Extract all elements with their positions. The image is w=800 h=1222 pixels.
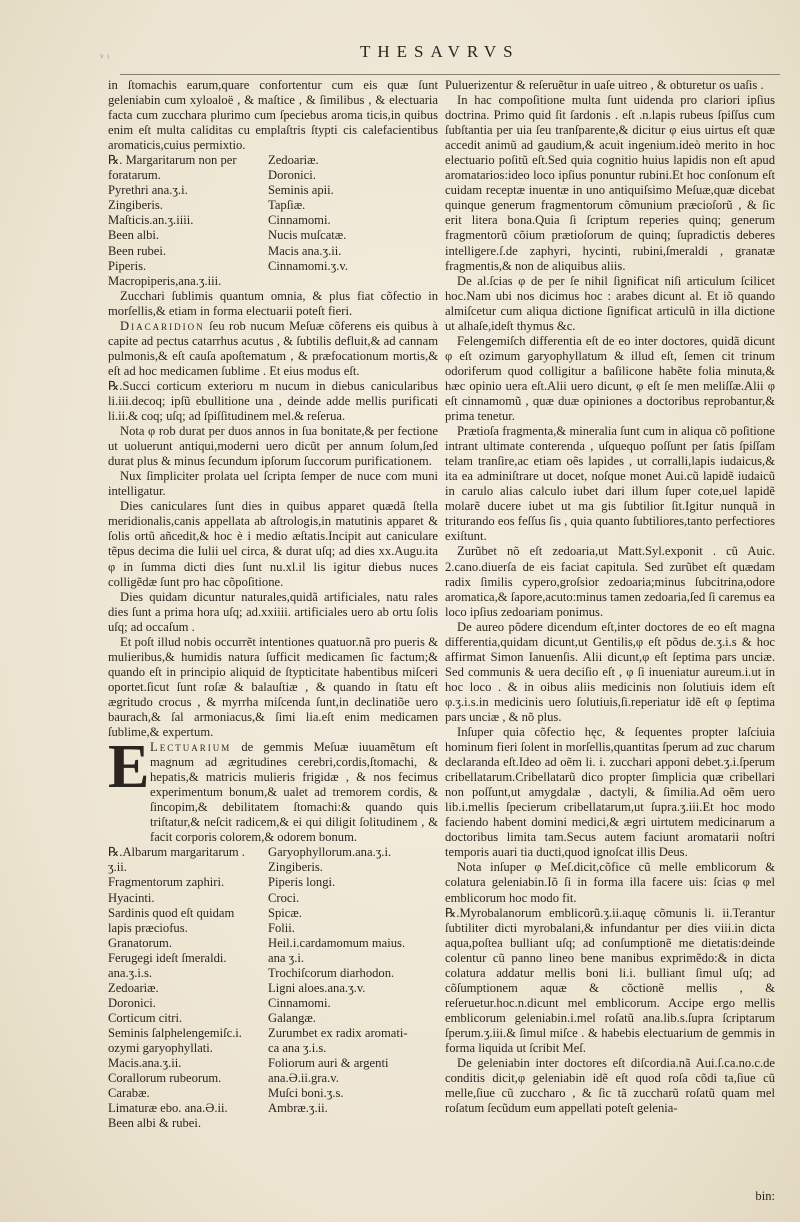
recipe-item: Been rubei. <box>108 243 167 258</box>
paragraph: De aureo põdere dicendum eſt,inter doctores de eo eſt magna differentia,quidam dicunt,ut Gentilis,φ eſt põdus de.ʒ.i.s & hoc affirmat Simon Ianuenſis. Alii dicunt,φ eſt ſeptima pars unciæ. Sed communis & uera deciſio eſt , φ ſi inueniatur aureum.i.ut in hoc loco . & in oibus aliis medicinis non ſolutiuis idem eſt φ.ʒ.i.s.in medicinis uero ſolutiuis,ſi.reperiatur idẽ eſt φ ſeptima pars unciæ , & nõ plus. <box>445 619 775 724</box>
recipe-item: Galangæ. <box>268 1010 316 1025</box>
paragraph-text: ſeu rob nucum Meſuæ cõferens eis quibus à capite ad pectus catarrhus acutus , & ſubtilis defluit,& ad cannam pulmonis,& eſt cauſa apoſtematum , & præfocationum mortis,& eſt ad hoc medicamen ſublime . Et eius modus eſt. <box>108 318 438 378</box>
catchword: bin: <box>755 1189 775 1203</box>
recipe-item: Macis.ana.ʒ.ii. <box>108 1056 182 1071</box>
recipe-item: Seminis apii. <box>268 183 334 198</box>
recipe-item: ʒ.ii. <box>108 860 127 875</box>
folio-mark: ᵛ ᶦ <box>100 50 110 65</box>
drop-capital: E <box>108 733 150 802</box>
recipe-item: Zingiberis. <box>108 198 163 213</box>
recipe-item: Trochiſcorum diarhodon. <box>268 965 395 980</box>
recipe-item: Corallorum rubeorum. <box>108 1071 222 1086</box>
recipe-item: Zurumbet ex radix aromati- <box>268 1025 408 1040</box>
recipe-item: Piperis. <box>108 258 147 273</box>
paragraph: Dies caniculares ſunt dies in quibus apparet quædã ſtella meridionalis,canis appellata ab aſtrologis,in matutinis apparet & ſolis ortũ añcedit,& hoc è i medio æſtatis.Incipit aut caniculare tẽpus decima die Iulii uel circa, & durat uſq; ad dies xx.Augu.ita φ in ſumma dicti dies ſunt nu.xl.il lis igitur diebus nuces colligẽdæ ſunt pro hac cõpoſitione. <box>108 499 438 589</box>
paragraph: ℞.Myrobalanorum emblicorũ.ʒ.ii.aquę cõmunis li. ii.Terantur ſubtiliter dicti myrobalani,& infundantur per dies viii.in dicta aqua,poſtea bulliant uſq; ad conſumptionẽ me dietatis:deinde colentur cũ panno lineo bene manibus exprimẽdo:& in dicta colatura addatur mellis boni li.i. bulliant ſimul uſq; ad cõſumptionem aquæ & cõctionẽ mellis , & reſeruetur.hoc.n.dicunt mel emblicorum. Accipe ergo mellis emblicorum geleniabin.i.mel roſatũ ana.lib.s.ſupra ſcriptarum ſperum.ʒ.iii.& ſimul miſce . & habebis electuarium de gemmis in forma liquida ut ſcribit Meſ. <box>445 905 775 1055</box>
paragraph: Zurũbet nõ eſt zedoaria,ut Matt.Syl.exponit . cũ Auic. 2.cano.diuerſa de eis faciat capitula. Sed zurũbet eſt quædam radix ſimilis cypero,groſsior zedoaria;minus ſubcitrina,odore aromatica,& ſapore,acuto:minus tamen zedoaria,ſed ſi caremus ea loco ipſius zedoariam ponimus. <box>445 544 775 619</box>
paragraph: Nux ſimpliciter prolata uel ſcripta ſemper de nuce com muni intelligatur. <box>108 469 438 499</box>
recipe-item: Piperis longi. <box>268 875 336 890</box>
recipe-item: Been albi. <box>108 228 160 243</box>
recipe-item: Zedoariæ. <box>268 153 319 168</box>
recipe-item: Macropiperis,ana.ʒ.iii. <box>108 273 222 288</box>
recipe-item: Ligni aloes.ana.ʒ.v. <box>268 980 366 995</box>
recipe-item: ozymi garyophyllati. <box>108 1041 213 1055</box>
recipe-item: Maſticis.an.ʒ.iiii. <box>108 213 194 228</box>
paragraph: In hac compoſitione multa ſunt uidenda pro clariori ipſius doctrina. Primo quid ſit ſardonis . eſt .n.lapis rubeus ſpiſſus cum ſubſtantia per uia ſeu tranſparente,& dicitur φ eius uirtus eſt quæ accedit animũ ad gaudium,& acuit ingenium.ideò merito in hoc electuario poſitũ eſt.Sed quia cognitio huius lapidis non eſt apud aromatarios:ideo loco ipſius ponuntur rubini.Et hoc conſonum eſt cuidam receptæ inuentæ in uno antiquiſsimo Meſuæ,quæ dicebat quinque generum fragmentorum cõmunium præcioſorũ , & ſic erit litera bona.Quia ſi ſcriptum reperies quinq; generum fragmentorũ cõium prætioſorum de quinq; ſupradictis deberes intelligere.ſ.de zaphyri, hycinti, rubini,ſmeraldi , granatæ fragmentis,& non de aliquibus aliis. <box>445 93 775 273</box>
recipe-item: Doronici. <box>268 168 316 183</box>
recipe-item: Nucis muſcatæ. <box>268 228 347 243</box>
recipe-item: ana.ʒ.i.s. <box>108 965 153 980</box>
running-head: THESAVRVS <box>360 42 520 61</box>
recipe-item: Pyrethri ana.ʒ.i. <box>108 183 188 198</box>
paragraph: ℞.Succi corticum exterioru m nucum in diebus canicularibus li.iii.decoq; ipſũ ebullitione una , deinde adde mellis purificati li.ii.& coq; uſq; ad ſpiſſitudinem mel.& reſerua. <box>108 378 438 424</box>
recipe-item: Sardinis quod eſt quidam <box>108 905 235 920</box>
recipe-item: Cinnamomi. <box>268 213 331 228</box>
right-column <box>445 78 775 1116</box>
recipe-item: Ambræ.ʒ.ii. <box>268 1101 328 1116</box>
recipe-list <box>108 153 438 273</box>
recipe-item: ℞. Margaritarum non per <box>108 153 237 168</box>
recipe-item: ca ana ʒ.i.s. <box>268 1041 327 1055</box>
paragraph: De al.ſcias φ de per ſe nihil ſignificat niſi articulum ſcilicet hoc.Nam ubi nos dicimus hoc : arabes dicunt al. Et iõ quando almiſcetur cum aliqua dictione ſignificat articulũ in illa dictione ut alhaſe,ideſt thymus &c. <box>445 273 775 333</box>
recipe-item <box>268 1116 438 1131</box>
recipe-item: Been albi & rubei. <box>108 1116 202 1131</box>
recipe-item: Macis ana.ʒ.ii. <box>268 243 342 258</box>
recipe-item: foratarum. <box>108 168 161 183</box>
paragraph: De geleniabin inter doctores eſt diſcordia.nã Aui.ſ.ca.no.c.de conditis dicit,φ geleniabin idẽ eſt quod roſa cõdi ta,ſiue cũ melle,ſiue cũ zuccharo , & ſic tã zuccharũ roſatũ quam mel roſatum ſecũdum eum appellati poteſt gelenia- <box>445 1056 775 1116</box>
paragraph: Zucchari ſublimis quantum omnia, & plus fiat cõfectio in morſellis,& etiam in forma electuarii poteſt fieri. <box>108 288 438 318</box>
smallcaps-heading: Diacaridion <box>120 318 205 333</box>
paragraph: Puluerizentur & reſeruẽtur in uaſe uitreo , & obturetur os uaſis . <box>445 78 764 92</box>
paragraph: Et poſt illud nobis occurrẽt intentiones quatuor.nã pro pueris & mulieribus,& humidis natura ſufficit medicamen ſic factum;& quando eſt in principio aliquid de ſtypticitate habentibus miſceri oportet.ſicut ſunt roſæ & balauſtiæ , & quando in ſtatu eſt ægritudo crocus , & myrrha miſcenda ſunt,in declinatiõe uero baurach,& ſal armoniacus,& ſimi lia.eſt enim medicamen ſublime,& expertum. <box>108 634 438 740</box>
recipe-item: Muſci boni.ʒ.s. <box>268 1086 344 1101</box>
recipe-item: Tapſiæ. <box>268 198 306 213</box>
recipe-item: Folii. <box>268 920 295 935</box>
recipe-item: Fragmentorum zaphiri. <box>108 875 225 890</box>
recipe-item: Doronici. <box>108 995 156 1010</box>
recipe-item: Carabæ. <box>108 1086 150 1101</box>
paragraph: Felengemiſch differentia eſt de eo inter doctores, quidã dicunt φ eſt ozimum garyophyllatum & illud eſt, ſemen cit trinum odoriferum quod colligitur a baſilicone habẽte folia minuta,& hæc opinio uera eſt.Alii uero dicunt, φ eſt ſe men meliſſæ.Alii φ eſt cinnamomũ , quæ duæ opiniones a doctoribus reprobantur,& prima tenetur. <box>445 333 775 424</box>
left-column <box>108 78 438 1131</box>
recipe-item: Zingiberis. <box>268 860 323 875</box>
paragraph <box>108 319 438 379</box>
paragraph: Inſuper quia cõfectio hęc, & ſequentes propter laſciuia hominum fieri ſolent in morſellis,quantitas ſperum ad zuc charum declaranda eſt.Ideo ad oẽm li. i. zucchari apponi debet.ʒ.i.ſperum cribellatarum.Cribellatarũ dico propter ſimplicia quæ cribellari non poſſunt,ut amygdalæ , dactyli, & ſimilia.Ad oẽm uero lib.i.mellis ſpecierum cribellatarum,ut ſupra.ʒ.iii.Et hoc modo faciendo habent domini medici,& ægri uirtutem medicinarum a doctoribus limita tam.Secus autem faciunt aromatarii noſtri temporis auari tia ducti,quod ignoſcat illis Deus. <box>445 725 775 860</box>
recipe-item: lapis præciofus. <box>108 920 188 935</box>
recipe-item: Garyophyllorum.ana.ʒ.i. <box>268 845 392 860</box>
recipe-list <box>108 845 438 1131</box>
recipe-item: Spicæ. <box>268 905 302 920</box>
recipe-item: Cinnamomi. <box>268 995 331 1010</box>
smallcaps-heading: Lectuarium <box>150 740 232 755</box>
recipe-item: Croci. <box>268 890 300 905</box>
recipe-item: ℞.Albarum margaritarum . <box>108 845 245 860</box>
paragraph: Nota inſuper φ Meſ.dicit,cõfice cũ melle emblicorum & colatura geleniabin.Iõ ſi in forma illa facere uis: ſcias φ mel emblicorum hoc modo fit. <box>445 860 775 905</box>
paragraph: in ſtomachis earum,quare confortentur cum eis quæ ſunt geleniabin cum xyloaloë , & maſtice , & ſimilibus , & electuaria facta cum zucchara plurimo cum ſpeciebus aroma ticis,in quibus enim eſt multa caliditas cu emplaſtris ſtypti cis calefacientibus aromaticis,cuius permixtio. <box>108 78 438 153</box>
recipe-item: ana.Ə.ii.gra.v. <box>268 1071 339 1086</box>
paragraph-text: de gemmis Meſuæ iuuamẽtum eſt magnum ad ægritudines cerebri,cordis,ſtomachi, & hepatis,& matricis mulieris frigidæ , & nos fecimus experimentum bonum,& ualet ad tremorem cordis, & ſincopim,& debilitatem ſtomachi:& quando quis triſtatur,& neſcit radicem,& ei qui diligit ſolitudinem , & facit corporis colorem,& odorem bonum. <box>150 740 438 845</box>
dropcap-paragraph <box>108 733 438 845</box>
recipe-item: Zedoariæ. <box>108 980 159 995</box>
recipe-item: Granatorum. <box>108 935 172 950</box>
recipe-item: Hyacinti. <box>108 890 155 905</box>
recipe-item: Limaturæ ebo. ana.Ə.ii. <box>108 1101 228 1116</box>
recipe-item: Seminis ſalphelengemiſc.i. <box>108 1025 242 1040</box>
recipe-item: Cinnamomi.ʒ.v. <box>268 258 348 273</box>
paragraph: Dies quidam dicuntur naturales,quidã artificiales, natu rales dies ſunt a prima hora uſq; ad.xxiiii. artificiales uero ab ortu ſolis uſq; ad occaſum . <box>108 589 438 634</box>
paragraph: Nota φ rob durat per duos annos in ſua bonitate,& per fectione ut uoluerunt antiqui,moderni uero dicũt per annum ſolum,ſed durat plus & minus ſecundum ipſorum ſuccorum purificationem. <box>108 424 438 469</box>
recipe-item: ana ʒ.i. <box>268 950 305 965</box>
recipe-item: Ferugegi ideſt ſmeraldi. <box>108 950 227 965</box>
recipe-item: Heil.i.cardamomum maius. <box>268 935 406 950</box>
paragraph: Prætioſa fragmenta,& mineralia ſunt cum in aliqua cõ poſitione intrant ultimate conterenda , uſquequo poſſunt per ſatis ſpiſſam telam tranſire,ac etiam oẽs lapides , ut corralli,lapis iudaicus,& ita ea adminiſtrare ut docet, noſque monet Aui.cũ lapidẽ iudaicũ in carulo alias calculo iubet dari illum ſuper cote,uel lapidẽ molarẽ ducere iubet ut ma gis ſubtilior ſit.Igitur nunquã in triturando eos feſſus ſis , quia quanto ſubtiliores,tanto perfectiores exiſtunt. <box>445 424 775 544</box>
recipe-item: Foliorum auri & argenti <box>268 1056 389 1071</box>
recipe-item: Corticum citri. <box>108 1010 183 1025</box>
